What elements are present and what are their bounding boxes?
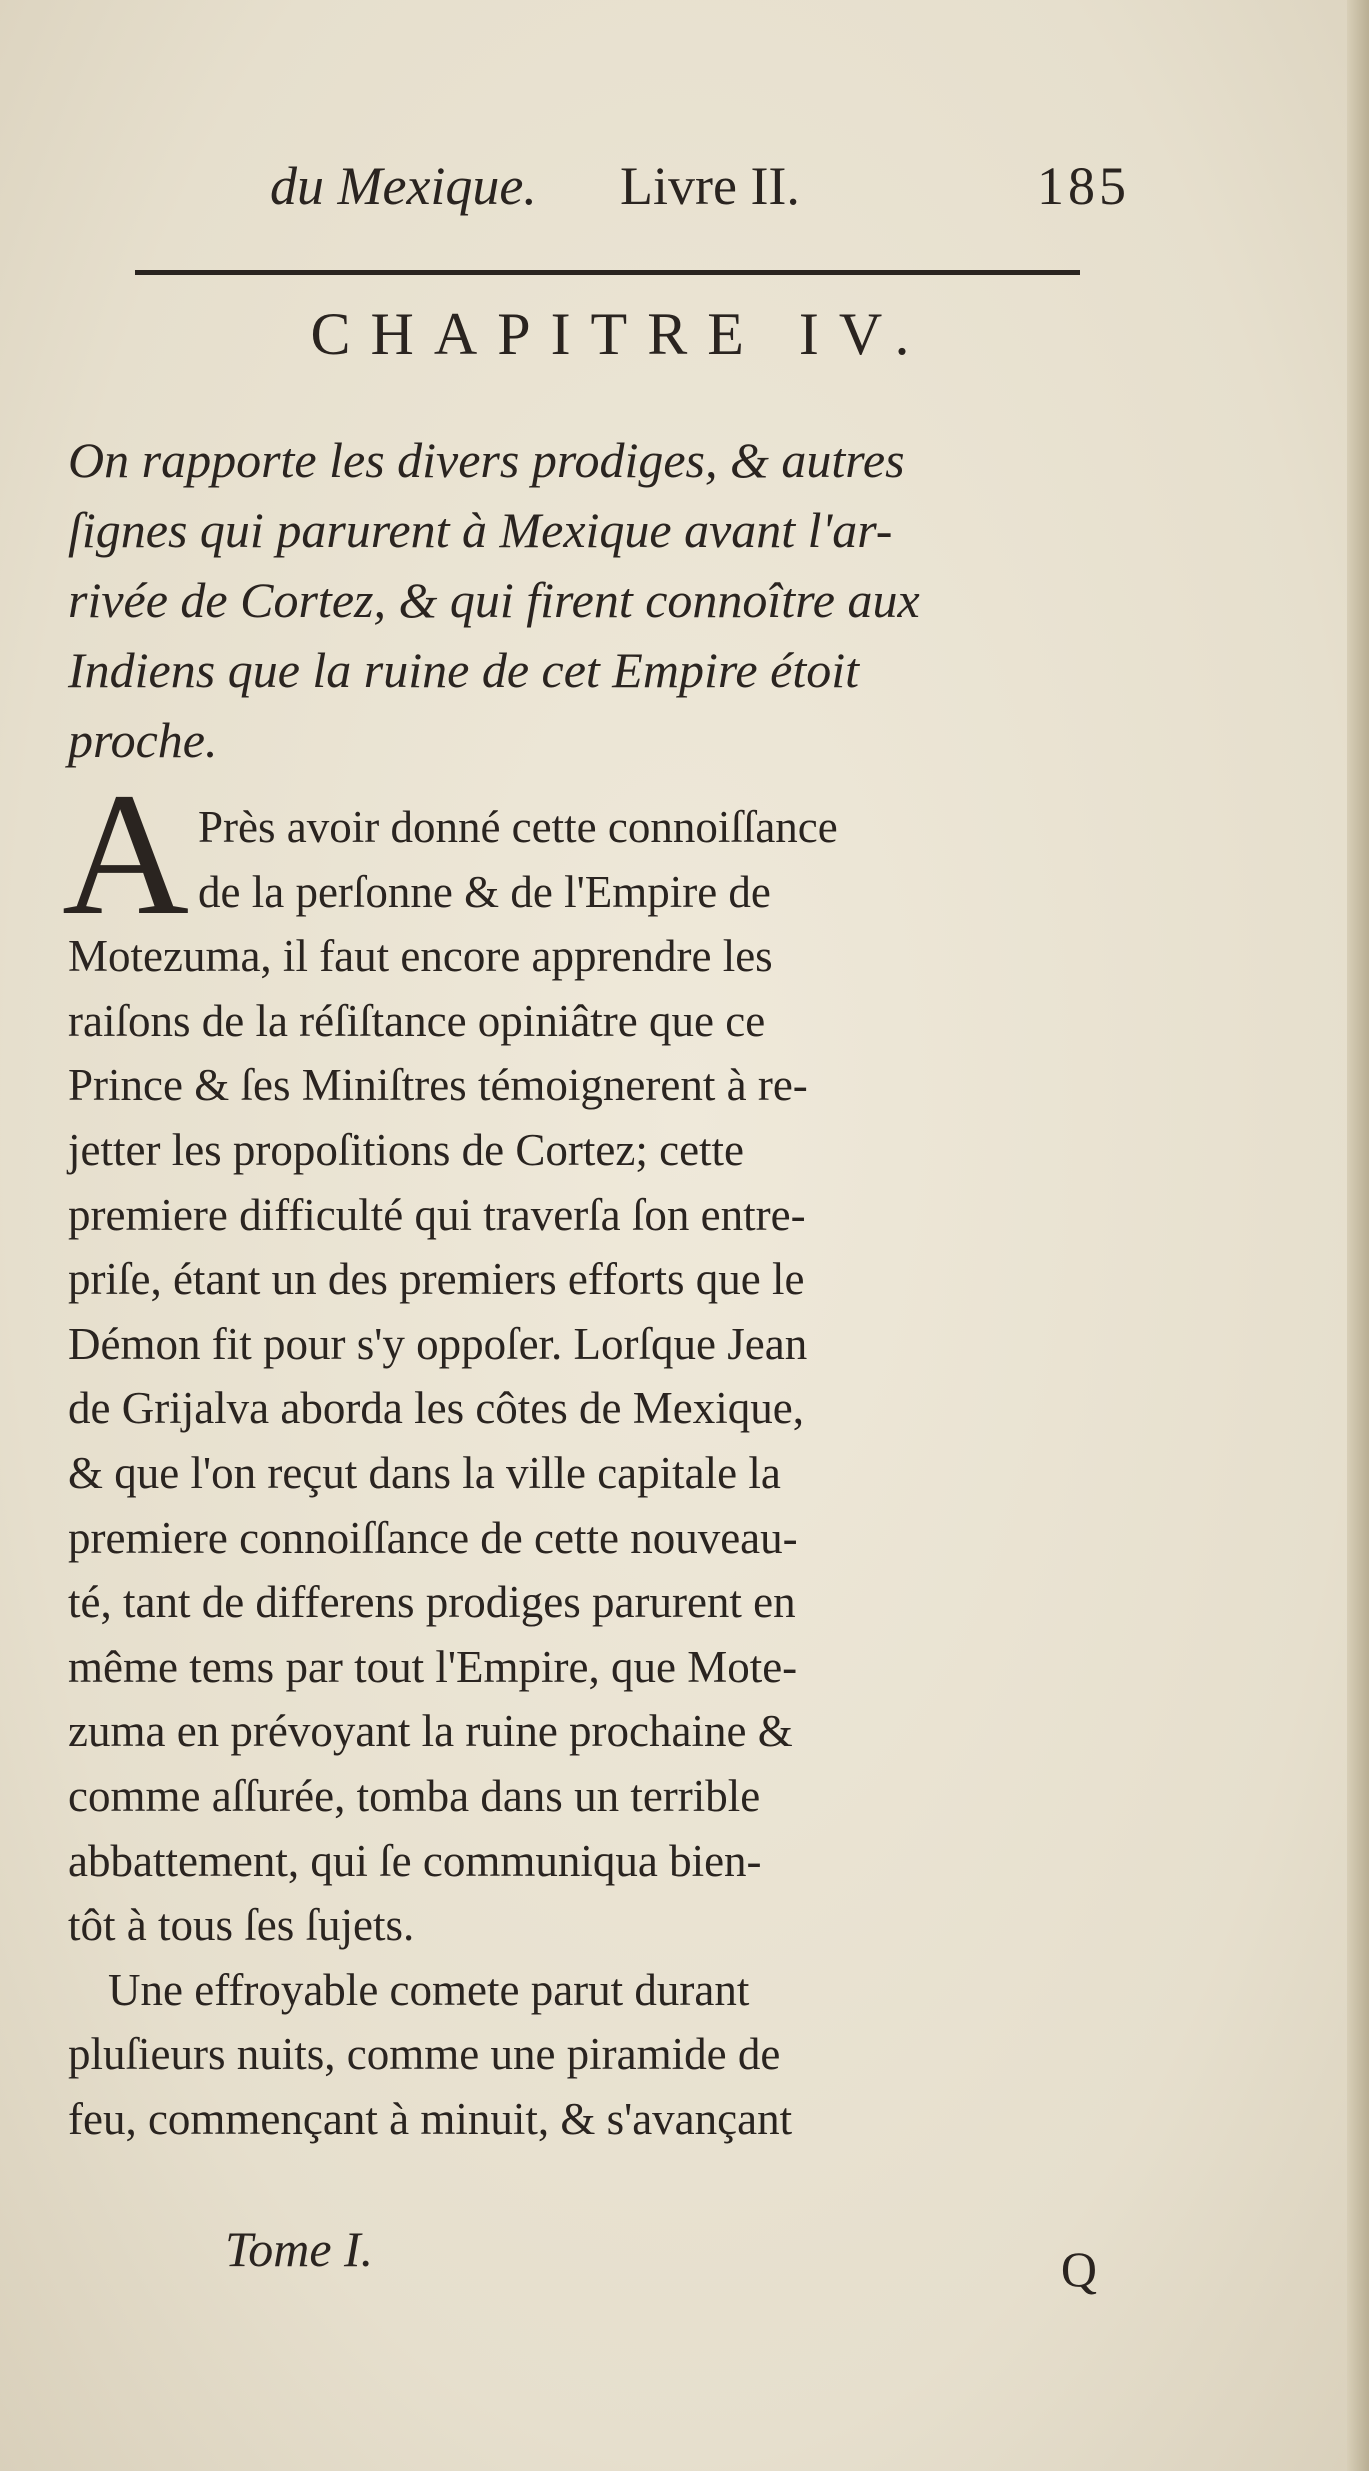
summary-line: rivée de Cortez, & qui firent connoître aux	[68, 572, 920, 628]
chapter-heading: CHAPITRE IV.	[310, 301, 930, 367]
text-line: té, tant de differens prodiges parurent en	[68, 1577, 796, 1628]
text-line: de la perſonne & de l'Empire de	[198, 866, 771, 917]
text-line: Une effroyable comete parut durant	[108, 1964, 750, 2015]
text-line: même tems par tout l'Empire, que Mote-	[68, 1641, 798, 1692]
body-text	[68, 795, 1158, 2151]
summary-line: ſignes qui parurent à Mexique avant l'ar-	[68, 502, 893, 558]
summary-line: Indiens que la ruine de cet Empire étoit	[68, 642, 859, 698]
text-line: feu, commençant à minuit, & s'avançant	[68, 2093, 793, 2144]
text-line: Près avoir donné cette connoiſſance	[198, 802, 838, 852]
drop-cap: A	[62, 757, 190, 952]
page-number: 185	[1037, 156, 1130, 216]
text-line: priſe, étant un des premiers efforts que le	[68, 1254, 805, 1305]
text-line: jetter les propoſitions de Cortez; cette	[68, 1124, 745, 1175]
text-line: Prince & ſes Miniſtres témoignerent à re-	[68, 1060, 808, 1111]
text-line: raiſons de la réſiſtance opiniâtre que ce	[68, 995, 766, 1046]
text-line: abbattement, qui ſe communiqua bien-	[68, 1835, 762, 1886]
catchword: Q	[1060, 2241, 1097, 2297]
running-head-book: Livre II.	[620, 156, 800, 216]
text-line: de Grijalva aborda les côtes de Mexique,	[68, 1383, 804, 1434]
text-line: Motezuma, il faut encore apprendre les	[68, 931, 773, 982]
signature-mark: Tome I.	[225, 2221, 374, 2277]
page-footer	[225, 2220, 1105, 2297]
chapter-summary	[68, 425, 1168, 775]
page-gutter	[1347, 0, 1369, 2471]
summary-line: On rapporte les divers prodiges, & autres	[68, 432, 905, 488]
text-line: pluſieurs nuits, comme une piramide de	[68, 2029, 781, 2080]
running-head-title: du Mexique.	[270, 156, 537, 216]
summary-line: proche.	[68, 712, 218, 768]
text-line: Démon fit pour s'y oppoſer. Lorſque Jean	[68, 1318, 808, 1369]
header-rule	[135, 270, 1080, 275]
text-line: zuma en prévoyant la ruine prochaine &	[68, 1706, 793, 1757]
text-line: premiere difficulté qui traverſa ſon entre-	[68, 1189, 806, 1240]
text-line: tôt à tous ſes ſujets.	[68, 1900, 415, 1951]
text-line: premiere connoiſſance de cette nouveau-	[68, 1512, 798, 1563]
running-head	[270, 155, 1130, 225]
text-line: comme aſſurée, tomba dans un terrible	[68, 1770, 761, 1821]
text-line: & que l'on reçut dans la ville capitale la	[68, 1447, 781, 1498]
